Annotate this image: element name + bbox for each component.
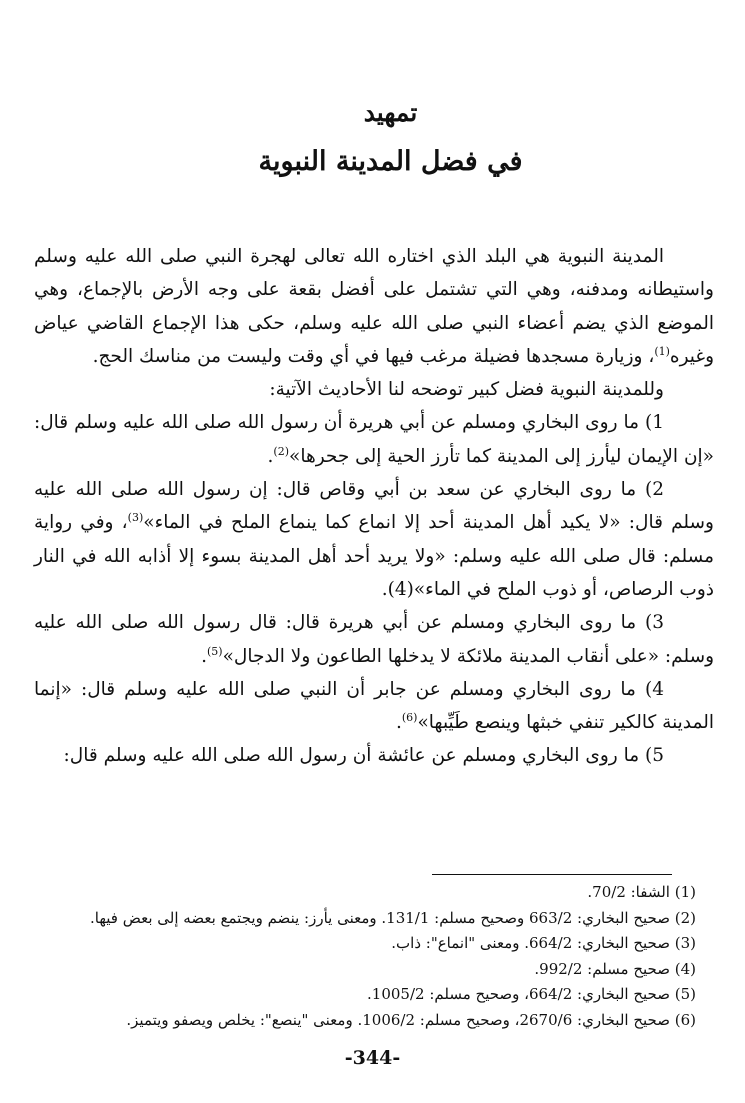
hadith-2: 2) ما روى البخاري عن سعد بن أبي وقاص قال: إن رسول الله صلى الله عليه وسلم قال: «لا يكيد أهل المدينة أحد إلا انماع كما ينماع الملح في الماء»$^{(3)}$، وفي رواية مسلم: قال صلى الله عليه وسلم: «ولا يريد أحد أهل المدينة بسوء إلا أذابه الله في النار ذوب الرصاص، أو ذوب الملح في الماء»(4). bbox=[34, 479, 714, 600]
footnote-6: (6) صحيح البخاري: 2670/6، وصحيح مسلم: 1006/2. ومعنى "ينصع": يخلص ويصفو ويتميز. bbox=[126, 1010, 696, 1029]
page-title: تمهيد bbox=[363, 98, 418, 127]
body-text bbox=[34, 240, 714, 773]
footnote-1: (1) الشفا: 70/2. bbox=[587, 883, 696, 901]
footnote-5: (5) صحيح البخاري: 664/2، وصحيح مسلم: 1005/2. bbox=[367, 985, 696, 1003]
hadith-3: 3) ما روى البخاري ومسلم عن أبي هريرة قال: قال رسول الله صلى الله عليه وسلم: «على أنقاب المدينة ملائكة لا يدخلها الطاعون ولا الدجال»$^{(5)}$. bbox=[34, 612, 714, 667]
footnote-4: (4) صحيح مسلم: 992/2. bbox=[534, 959, 696, 978]
page-subtitle: في فضل المدينة النبوية bbox=[258, 146, 523, 177]
footnote-ref-1[interactable]: (1) bbox=[654, 344, 670, 358]
paragraph-intro: المدينة النبوية هي البلد الذي اختاره الله تعالى لهجرة النبي صلى الله عليه وسلم واستيطانه ومدفنه، وهي التي تشتمل على أفضل بقعة على وجه الأرض بالإجماع، وهي الموضع الذي يضم أعضاء النبي صلى الله عليه وسلم، حكى هذا الإجماع القاضي عياض وغيره$^{(1)}$، وزيارة مسجدها فضيلة مرغب فيها في أي وقت وليست من مناسك الحج. bbox=[34, 246, 714, 367]
footnote-3: (3) صحيح البخاري: 664/2. ومعنى "انماع": ذاب. bbox=[391, 934, 696, 952]
paragraph-lead: وللمدينة النبوية فضل كبير توضحه لنا الأحاديث الآتية: bbox=[269, 379, 664, 401]
hadith-4: 4) ما روى البخاري ومسلم عن جابر أن النبي صلى الله عليه وسلم قال: «إنما المدينة كالكير تنفي خبثها وينصع طَيِّبها»$^{(6)}$. bbox=[34, 678, 714, 734]
footnote-separator bbox=[432, 874, 672, 875]
footnote-ref-6[interactable]: (6) bbox=[401, 711, 418, 724]
hadith-1: 1) ما روى البخاري ومسلم عن أبي هريرة أن رسول الله صلى الله عليه وسلم قال: «إن الإيمان ليأرز إلى المدينة كما تأرز الحية إلى جحرها»$^{(2)}$. bbox=[34, 412, 714, 467]
footnote-2: (2) صحيح البخاري: 663/2 وصحيح مسلم: 131/1. ومعنى يأرز: ينضم ويجتمع بعضه إلى بعض فيها. bbox=[90, 908, 696, 927]
page-number: -344- bbox=[344, 1047, 401, 1069]
footnotes bbox=[48, 880, 696, 1033]
footnote-ref-2[interactable]: (2) bbox=[273, 444, 289, 458]
footnote-ref-3[interactable]: (3) bbox=[127, 511, 144, 525]
hadith-5: 5) ما روى البخاري ومسلم عن عائشة أن رسول الله صلى الله عليه وسلم قال: bbox=[63, 745, 664, 767]
footnote-ref-5[interactable]: (5) bbox=[207, 644, 223, 658]
